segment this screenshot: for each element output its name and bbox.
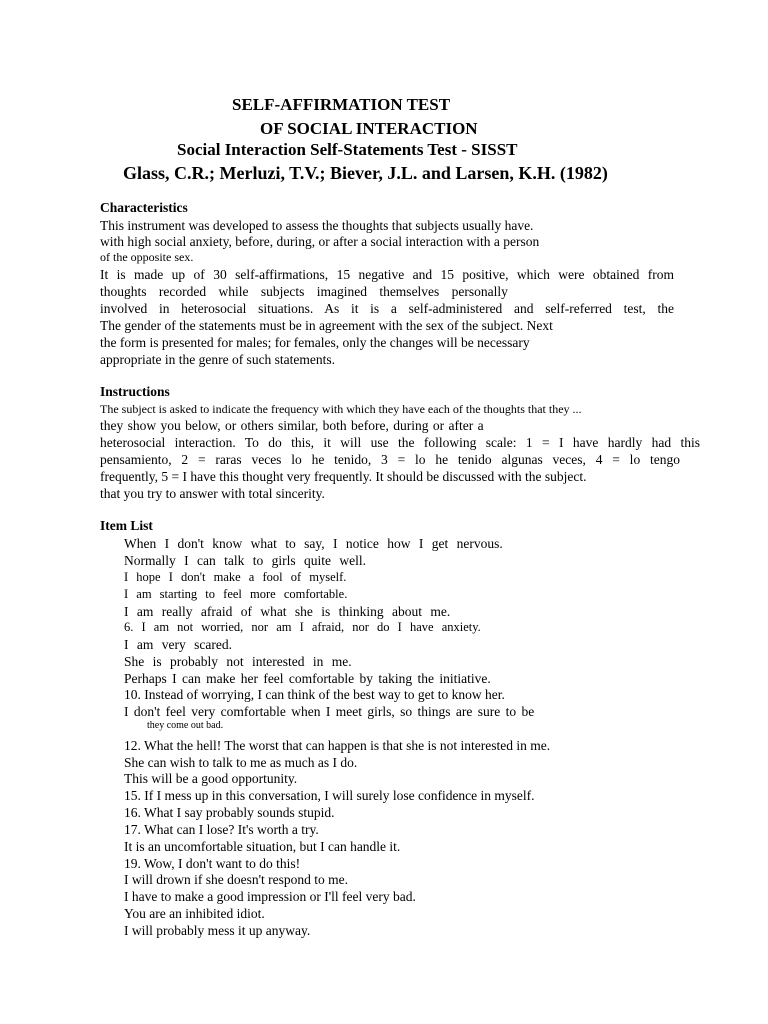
list-item: I hope I don't make a fool of myself. [124, 570, 347, 584]
list-item: 19. Wow, I don't want to do this! [124, 856, 301, 871]
list-item: I will probably mess it up anyway. [124, 923, 311, 938]
list-item: This will be a good opportunity. [124, 771, 298, 786]
item-list-heading: Item List [100, 518, 153, 533]
list-item: I have to make a good impression or I'll feel very bad. [124, 889, 416, 904]
list-item: 16. What I say probably sounds stupid. [124, 805, 335, 820]
list-item: 10. Instead of worrying, I can think of the best way to get to know her. [124, 687, 505, 702]
title-citation: Glass, C.R.; Merluzi, T.V.; Biever, J.L. and Larsen, K.H. (1982) [123, 163, 608, 183]
list-item: 6. I am not worried, nor am I afraid, nor do I have anxiety. [124, 620, 481, 634]
list-item: Perhaps I can make her feel comfortable by taking the initiative. [124, 671, 491, 686]
list-item: I will drown if she doesn't respond to me. [124, 872, 349, 887]
list-item: I don't feel very comfortable when I meet girls, so things are sure to be [124, 704, 535, 719]
instructions-line: The subject is asked to indicate the frequency with which they have each of the thoughts that they ... [100, 402, 582, 416]
list-item: She is probably not interested in me. [124, 654, 352, 669]
characteristics-line: with high social anxiety, before, during, or after a social interaction with a person [100, 234, 540, 249]
characteristics-line: involved in heterosocial situations. As it is a self-administered and self-referred test, the [100, 301, 674, 316]
characteristics-heading: Characteristics [100, 200, 188, 215]
title-line-2: OF SOCIAL INTERACTION [260, 119, 478, 138]
instructions-heading: Instructions [100, 384, 170, 399]
characteristics-line: the form is presented for males; for females, only the changes will be necessary [100, 335, 530, 350]
list-item-continuation: they come out bad. [147, 720, 224, 731]
characteristics-line: of the opposite sex. [100, 250, 194, 264]
characteristics-line: thoughts recorded while subjects imagined themselves personally [100, 284, 508, 299]
title-line-1: SELF-AFFIRMATION TEST [232, 95, 451, 114]
list-item: She can wish to talk to me as much as I do. [124, 755, 358, 770]
characteristics-line: It is made up of 30 self-affirmations, 15 negative and 15 positive, which were obtained from [100, 267, 674, 282]
list-item: I am very scared. [124, 637, 232, 652]
instructions-line: frequently, 5 = I have this thought very frequently. It should be discussed with the subject. [100, 469, 587, 484]
instructions-line: that you try to answer with total sincerity. [100, 486, 325, 501]
list-item: Normally I can talk to girls quite well. [124, 553, 366, 568]
title-line-3: Social Interaction Self-Statements Test - SISST [177, 140, 518, 159]
list-item: 17. What can I lose? It's worth a try. [124, 822, 319, 837]
characteristics-line: The gender of the statements must be in agreement with the sex of the subject. Next [100, 318, 553, 333]
characteristics-line: This instrument was developed to assess the thoughts that subjects usually have. [100, 218, 534, 233]
characteristics-line: appropriate in the genre of such statements. [100, 352, 336, 367]
list-item: It is an uncomfortable situation, but I can handle it. [124, 839, 401, 854]
list-item: I am starting to feel more comfortable. [124, 587, 348, 601]
instructions-line: pensamiento, 2 = raras veces lo he tenido, 3 = lo he tenido algunas veces, 4 = lo tengo [100, 452, 680, 467]
instructions-line: they show you below, or others similar, both before, during or after a [100, 418, 484, 433]
instructions-line: heterosocial interaction. To do this, it will use the following scale: 1 = I have hardly had this [100, 435, 700, 450]
list-item: You are an inhibited idiot. [124, 906, 265, 921]
list-item: 12. What the hell! The worst that can happen is that she is not interested in me. [124, 738, 551, 753]
list-item: When I don't know what to say, I notice how I get nervous. [124, 536, 503, 551]
list-item: 15. If I mess up in this conversation, I will surely lose confidence in myself. [124, 788, 535, 803]
list-item: I am really afraid of what she is thinking about me. [124, 604, 451, 619]
